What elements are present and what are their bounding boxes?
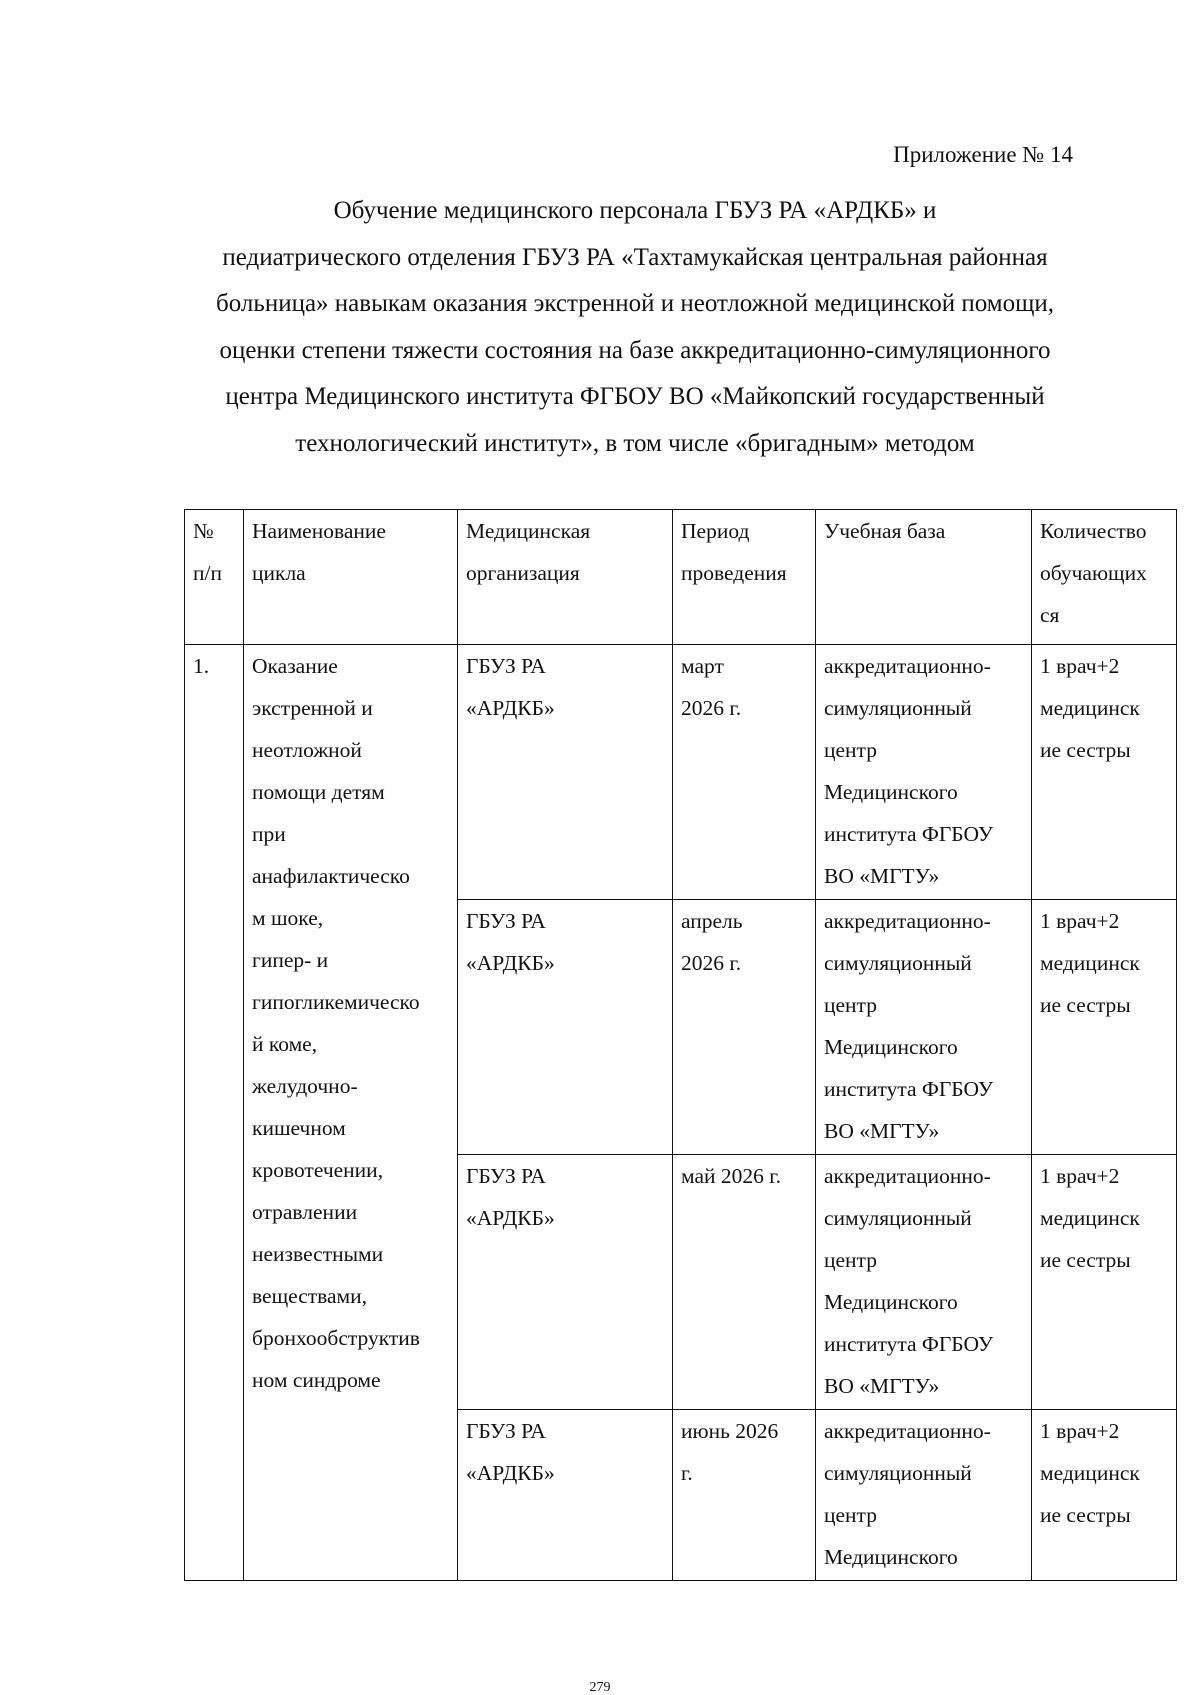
cell-text-line: 1 врач+2 (1040, 909, 1120, 933)
header-cell-period (673, 510, 816, 645)
cell-text-line: медицинск (1040, 696, 1140, 720)
cell-text-line: отравлении (252, 1200, 358, 1224)
cell-text-line: ие сестры (1040, 1248, 1131, 1272)
cell-text-line: июнь 2026 (681, 1419, 779, 1443)
cell-text-line: веществами, (252, 1284, 368, 1308)
cell-text-line: ном синдроме (252, 1368, 381, 1392)
cell-text-line: симуляционный (824, 1461, 972, 1485)
training-base-cell (816, 1155, 1032, 1410)
cell-text-line: неизвестными (252, 1242, 384, 1266)
cell-text-line: ие сестры (1040, 1503, 1131, 1527)
cell-text-line: «АРДКБ» (466, 1206, 555, 1230)
title-line: технологический институт», в том числе «бригадным» методом (295, 429, 975, 457)
cell-text-line: симуляционный (824, 951, 972, 975)
cell-text-line: кровотечении, (252, 1158, 384, 1182)
page-number: 279 (589, 1680, 611, 1695)
training-base-cell (816, 1410, 1032, 1581)
header-cell-training-base (816, 510, 1032, 645)
cell-text-line: ВО «МГТУ» (824, 864, 940, 888)
period-cell (673, 1155, 816, 1410)
header-row (185, 510, 1177, 645)
cell-text-line: института ФГБОУ (824, 1077, 994, 1101)
header-cell-trainee-count (1032, 510, 1177, 645)
cell-text-line: п/п (193, 561, 222, 585)
period-cell (673, 1410, 816, 1581)
cell-text-line: аккредитационно- (824, 909, 991, 933)
header-cell-organization (458, 510, 673, 645)
cell-text-line: обучающих (1040, 561, 1147, 585)
period-cell (673, 645, 816, 900)
cell-text-line: № (193, 519, 214, 543)
cell-text-line: кишечном (252, 1116, 346, 1140)
cell-text-line: «АРДКБ» (466, 1461, 555, 1485)
organization-cell (458, 900, 673, 1155)
cell-text-line: Наименование (252, 519, 386, 543)
title-line: Обучение медицинского персонала ГБУЗ РА «АРДКБ» и (333, 197, 937, 224)
row-number-cell (185, 645, 244, 1581)
cell-text-line: симуляционный (824, 1206, 972, 1230)
cell-text-line: ГБУЗ РА (466, 909, 546, 933)
cell-text-line: центр (824, 738, 877, 762)
cycle-name-cell (244, 645, 458, 1581)
cell-text-line: института ФГБОУ (824, 1332, 994, 1356)
cell-text-line: Медицинская (466, 519, 591, 543)
cell-text-line: медицинск (1040, 1206, 1140, 1230)
title-line: больница» навыкам оказания экстренной и неотложной медицинской помощи, (216, 290, 1054, 317)
cell-text-line: ся (1040, 603, 1060, 627)
cell-text-line: аккредитационно- (824, 1419, 991, 1443)
cell-text-line: гипогликемическо (252, 990, 420, 1014)
cell-text-line: «АРДКБ» (466, 951, 555, 975)
cell-text-line: помощи детям (252, 780, 385, 804)
cell-text-line: Медицинского (824, 780, 958, 804)
cell-text-line: проведения (681, 561, 787, 585)
cell-text-line: неотложной (252, 738, 362, 762)
cell-text-line: март (681, 654, 724, 678)
cell-text-line: ГБУЗ РА (466, 1419, 546, 1443)
cell-text-line: Медицинского (824, 1290, 958, 1314)
cell-text-line: Количество (1040, 519, 1147, 543)
document-title (180, 188, 1090, 467)
cell-text-line: аккредитационно- (824, 1164, 991, 1188)
cell-text-line: Учебная база (824, 519, 946, 543)
period-cell (673, 900, 816, 1155)
training-schedule-table (184, 509, 1177, 1581)
title-line: педиатрического отделения ГБУЗ РА «Тахтамукайская центральная районная (222, 243, 1048, 271)
table-row (185, 645, 1177, 900)
cell-text-line: 1 врач+2 (1040, 654, 1120, 678)
header-cell-number (185, 510, 244, 645)
trainee-count-cell (1032, 645, 1177, 900)
cell-text-line: 2026 г. (681, 951, 742, 975)
cell-text-line: ВО «МГТУ» (824, 1119, 940, 1143)
trainee-count-cell (1032, 900, 1177, 1155)
cell-text-line: центр (824, 1248, 877, 1272)
cell-text-line: ГБУЗ РА (466, 654, 546, 678)
cell-text-line: бронхообструктив (252, 1326, 420, 1350)
cell-text-line: май 2026 г. (681, 1164, 782, 1188)
organization-cell (458, 1155, 673, 1410)
cell-text-line: центр (824, 1503, 877, 1527)
cell-text-line: анафилактическо (252, 864, 410, 888)
cell-text-line: центр (824, 993, 877, 1017)
training-base-cell (816, 900, 1032, 1155)
cell-text-line: экстренной и (252, 696, 373, 720)
cell-text-line: м шоке, (252, 906, 324, 930)
cell-text-line: Медицинского (824, 1545, 958, 1569)
cell-text-line: Оказание (252, 654, 338, 678)
title-line: центра Медицинского института ФГБОУ ВО «Майкопский государственный (225, 383, 1045, 410)
appendix-label: Приложение № 14 (893, 142, 1073, 167)
cell-text-line: медицинск (1040, 1461, 1140, 1485)
cell-text-line: цикла (252, 561, 306, 585)
cell-text-line: 1 врач+2 (1040, 1419, 1120, 1443)
cell-text-line: организация (466, 561, 580, 585)
cell-text-line: 1 врач+2 (1040, 1164, 1120, 1188)
cell-text-line: й коме, (252, 1032, 318, 1056)
cell-text-line: Медицинского (824, 1035, 958, 1059)
cell-text-line: симуляционный (824, 696, 972, 720)
cell-text-line: ГБУЗ РА (466, 1164, 546, 1188)
trainee-count-cell (1032, 1410, 1177, 1581)
header-cell-cycle-name (244, 510, 458, 645)
cell-text-line: желудочно- (252, 1074, 358, 1098)
cell-text-line: 2026 г. (681, 696, 742, 720)
cell-text-line: аккредитационно- (824, 654, 991, 678)
table-body (185, 510, 1177, 1581)
cell-text-line: «АРДКБ» (466, 696, 555, 720)
cell-text-line: медицинск (1040, 951, 1140, 975)
cell-text-line: гипер- и (252, 948, 329, 972)
organization-cell (458, 645, 673, 900)
trainee-count-cell (1032, 1155, 1177, 1410)
title-line: оценки степени тяжести состояния на базе аккредитационно-симуляционного (219, 336, 1051, 364)
cell-text-line: г. (681, 1461, 693, 1485)
row-number: 1. (193, 654, 210, 678)
cell-text-line: ие сестры (1040, 993, 1131, 1017)
cell-text-line: при (252, 822, 286, 846)
cell-text-line: ие сестры (1040, 738, 1131, 762)
cell-text-line: ВО «МГТУ» (824, 1374, 940, 1398)
cell-text-line: Период (681, 519, 750, 543)
cell-text-line: апрель (681, 909, 743, 933)
organization-cell (458, 1410, 673, 1581)
training-base-cell (816, 645, 1032, 900)
cell-text-line: института ФГБОУ (824, 822, 994, 846)
